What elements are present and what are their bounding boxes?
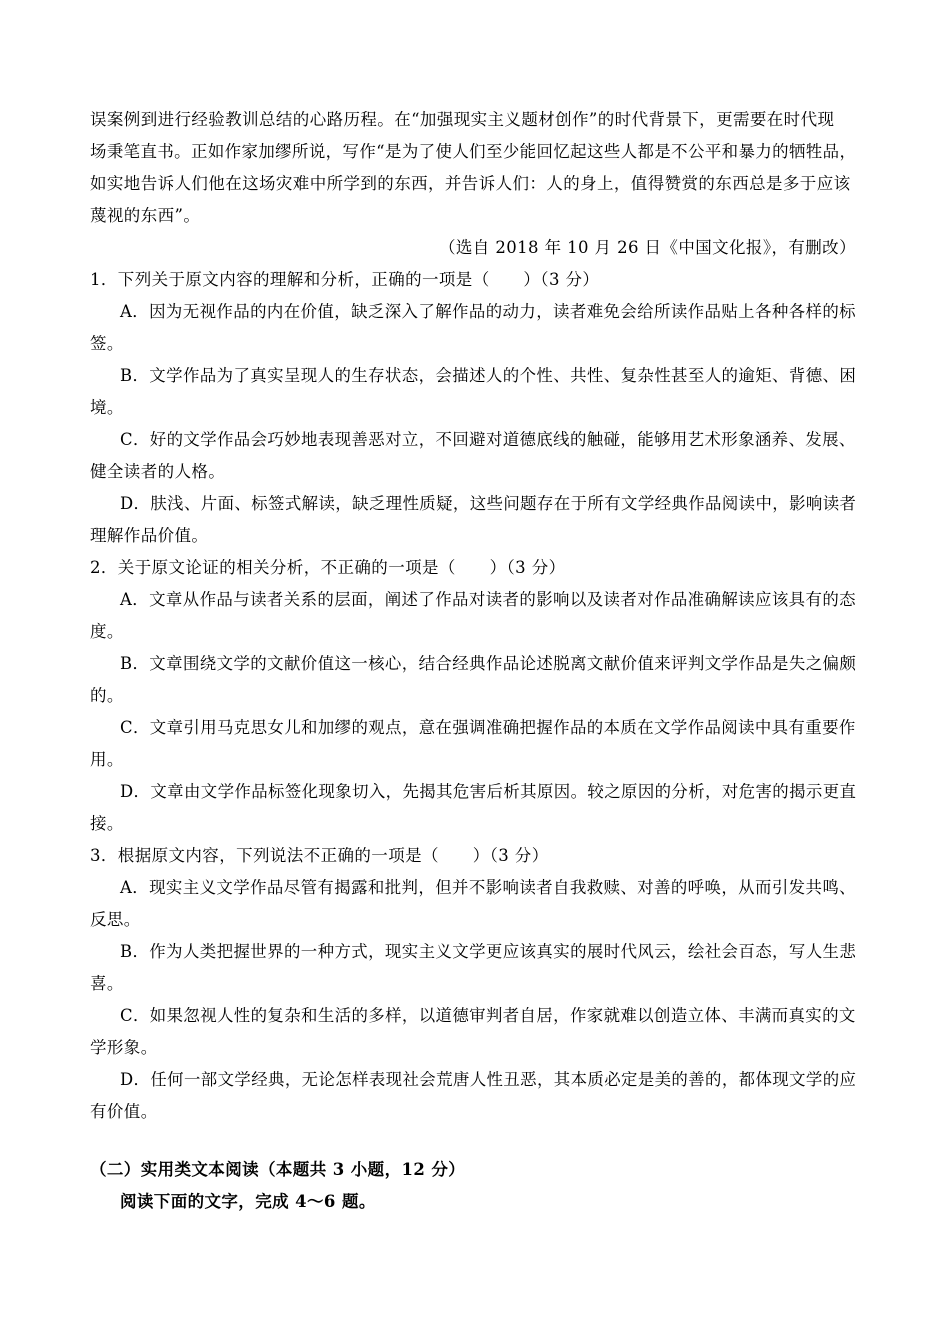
q3-option-c: C．如果忽视人性的复杂和生活的多样，以道德审判者自居，作家就难以创造立体、丰满而真实的文: [120, 1006, 856, 1025]
q1-option-b-cont: 境。: [90, 398, 124, 417]
q1-option-d-cont: 理解作品价值。: [90, 526, 209, 545]
q3-option-a: A．现实主义文学作品尽管有揭露和批判，但并不影响读者自我救赎、对善的呼唤，从而引发共鸣、: [120, 878, 856, 897]
section-heading: （二）实用类文本阅读（本题共 3 小题，12 分）: [90, 1160, 466, 1179]
q2-option-d: D．文章由文学作品标签化现象切入，先揭其危害后析其原因。较之原因的分析，对危害的揭示更直: [120, 782, 857, 801]
question-3-stem: 3．根据原文内容，下列说法不正确的一项是（ ）（3 分）: [90, 846, 549, 865]
passage-line: 场秉笔直书。正如作家加缪所说，写作“是为了使人们至少能回忆起这些人都是不公平和暴力的牺牲品，: [90, 142, 857, 161]
q2-option-b-cont: 的。: [90, 686, 124, 705]
q1-option-c: C．好的文学作品会巧妙地表现善恶对立，不回避对道德底线的触碰，能够用艺术形象涵养、发展、: [120, 430, 856, 449]
q3-option-b: B．作为人类把握世界的一种方式，现实主义文学更应该真实的展时代风云，绘社会百态，写人生悲: [120, 942, 857, 961]
q1-option-a-cont: 签。: [90, 334, 124, 353]
q2-option-a-cont: 度。: [90, 622, 124, 641]
section-instruction: 阅读下面的文字，完成 4～6 题。: [120, 1192, 376, 1211]
question-2-stem: 2．关于原文论证的相关分析，不正确的一项是（ ）（3 分）: [90, 558, 566, 577]
q3-option-c-cont: 学形象。: [90, 1038, 158, 1057]
q1-option-a: A．因为无视作品的内在价值，缺乏深入了解作品的动力，读者难免会给所读作品贴上各种各样的标: [120, 302, 856, 321]
passage-line: 误案例到进行经验教训总结的心路历程。在“加强现实主义题材创作”的时代背景下，更需要在时代现: [90, 110, 835, 129]
passage-line: 蔑视的东西”。: [90, 206, 201, 225]
q3-option-d-cont: 有价值。: [90, 1102, 158, 1121]
q2-option-b: B．文章围绕文学的文献价值这一核心，结合经典作品论述脱离文献价值来评判文学作品是失之偏颇: [120, 654, 857, 673]
q3-option-b-cont: 喜。: [90, 974, 124, 993]
q2-option-a: A．文章从作品与读者关系的层面，阐述了作品对读者的影响以及读者对作品准确解读应该具有的态: [120, 590, 856, 609]
q1-option-d: D．肤浅、片面、标签式解读，缺乏理性质疑，这些问题存在于所有文学经典作品阅读中，影响读者: [120, 494, 857, 513]
q3-option-a-cont: 反思。: [90, 910, 141, 929]
q2-option-d-cont: 接。: [90, 814, 124, 833]
q2-option-c: C．文章引用马克思女儿和加缪的观点，意在强调准确把握作品的本质在文学作品阅读中具有重要作: [120, 718, 856, 737]
q1-option-b: B．文学作品为了真实呈现人的生存状态，会描述人的个性、共性、复杂性甚至人的逾矩、背德、困: [120, 366, 857, 385]
q2-option-c-cont: 用。: [90, 750, 124, 769]
source-citation: （选自 2018 年 10 月 26 日《中国文化报》，有删改）: [438, 238, 856, 257]
q3-option-d: D．任何一部文学经典，无论怎样表现社会荒唐人性丑恶，其本质必定是美的善的，都体现文学的应: [120, 1070, 857, 1089]
question-1-stem: 1．下列关于原文内容的理解和分析，正确的一项是（ ）（3 分）: [90, 270, 600, 289]
q1-option-c-cont: 健全读者的人格。: [90, 462, 226, 481]
passage-line: 如实地告诉人们他在这场灾难中所学到的东西，并告诉人们：人的身上，值得赞赏的东西总是多于应该: [90, 174, 851, 193]
